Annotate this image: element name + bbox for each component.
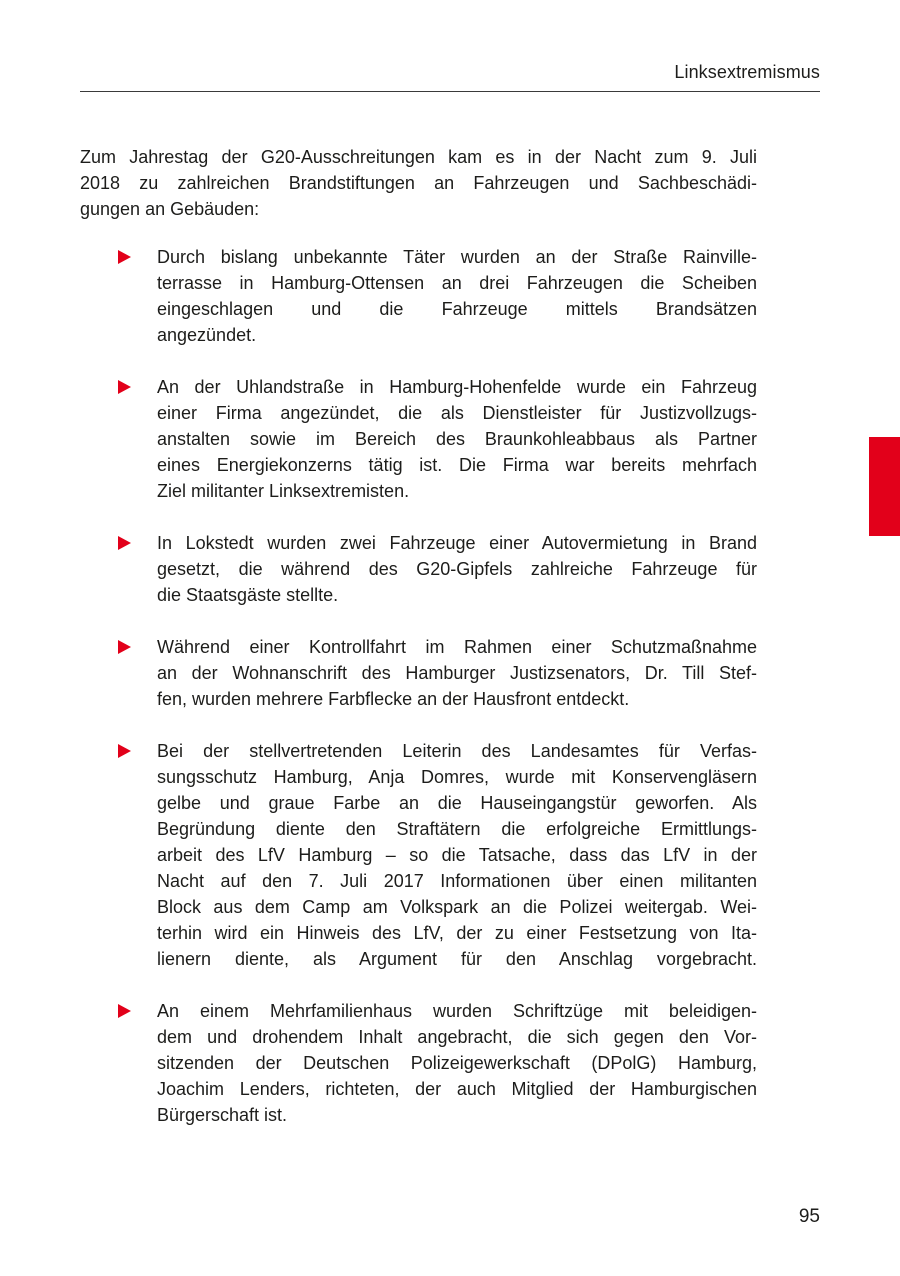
red-triangle-right-icon [118,744,131,758]
text-line: terrasse in Hamburg-Ottensen an drei Fahrzeugen die Scheiben [157,273,757,293]
text-line: Nacht auf den 7. Juli 2017 Informationen über einen militanten [157,871,757,891]
text-line: Bei der stellvertretenden Leiterin des Landesamtes für Verfas- [157,741,757,761]
red-triangle-right-icon [118,640,131,654]
text-line: gesetzt, die während des G20-Gipfels zahlreiche Fahrzeuge für [157,559,757,579]
running-header [80,60,820,92]
intro-paragraph [80,144,757,222]
bullet-item [80,530,757,608]
text-line: gungen an Gebäuden: [80,199,260,219]
text-line: An einem Mehrfamilienhaus wurden Schriftzüge mit beleidigen- [157,1001,757,1021]
text-line: An der Uhlandstraße in Hamburg-Hohenfelde wurde ein Fahrzeug [157,377,757,397]
text-line: lienern diente, als Argument für den Anschlag vorgebracht. [157,949,757,969]
text-line: angezündet. [157,325,257,345]
red-triangle-right-icon [118,1004,131,1018]
bullet-text [157,998,757,1128]
text-line: Ziel militanter Linksextremisten. [157,481,410,501]
text-line: dem und drohendem Inhalt angebracht, die sich gegen den Vor- [157,1027,757,1047]
text-line: einer Firma angezündet, die als Dienstleister für Justizvollzugs- [157,403,757,423]
red-triangle-right-icon [118,536,131,550]
running-header-title: Linksextremismus [674,62,820,82]
text-line: Joachim Lenders, richteten, der auch Mitglied der Hamburgischen [157,1079,757,1099]
bullet-list [80,244,757,1154]
text-line: terhin wird ein Hinweis des LfV, der zu einer Festsetzung von Ita- [157,923,757,943]
bullet-item [80,244,757,348]
text-line: sungsschutz Hamburg, Anja Domres, wurde mit Konservengläsern [157,767,757,787]
red-section-tab [869,437,900,536]
text-line: Bürgerschaft ist. [157,1105,288,1125]
page-number: 95 [798,1206,820,1227]
bullet-text [157,244,757,348]
red-triangle-right-icon [118,250,131,264]
text-line: eingeschlagen und die Fahrzeuge mittels Brandsätzen [157,299,757,319]
text-line: Zum Jahrestag der G20-Ausschreitungen kam es in der Nacht zum 9. Juli [80,147,757,167]
bullet-item [80,738,757,972]
text-line: die Staatsgäste stellte. [157,585,339,605]
bullet-item [80,374,757,504]
text-line: an der Wohnanschrift des Hamburger Justizsenators, Dr. Till Stef- [157,663,757,683]
bullet-item [80,634,757,712]
text-line: In Lokstedt wurden zwei Fahrzeuge einer Autovermietung in Brand [157,533,757,553]
text-line: anstalten sowie im Bereich des Braunkohleabbaus als Partner [157,429,757,449]
text-line: Während einer Kontrollfahrt im Rahmen einer Schutzmaßnahme [157,637,757,657]
bullet-text [157,374,757,504]
bullet-item [80,998,757,1128]
text-line: 2018 zu zahlreichen Brandstiftungen an Fahrzeugen und Sachbeschädi- [80,173,757,193]
text-line: sitzenden der Deutschen Polizeigewerkschaft (DPolG) Hamburg, [157,1053,757,1073]
text-line: Durch bislang unbekannte Täter wurden an der Straße Rainville- [157,247,757,267]
bullet-text [157,738,757,972]
bullet-text [157,530,757,608]
red-triangle-right-icon [118,380,131,394]
text-line: fen, wurden mehrere Farbflecke an der Hausfront entdeckt. [157,689,630,709]
text-line: arbeit des LfV Hamburg – so die Tatsache, dass das LfV in der [157,845,757,865]
text-line: Block aus dem Camp am Volkspark an die Polizei weitergab. Wei- [157,897,757,917]
text-line: eines Energiekonzerns tätig ist. Die Firma war bereits mehrfach [157,455,757,475]
text-line: Begründung diente den Straftätern die erfolgreiche Ermittlungs- [157,819,757,839]
text-line: gelbe und graue Farbe an die Hauseingangstür geworfen. Als [157,793,757,813]
bullet-text [157,634,757,712]
